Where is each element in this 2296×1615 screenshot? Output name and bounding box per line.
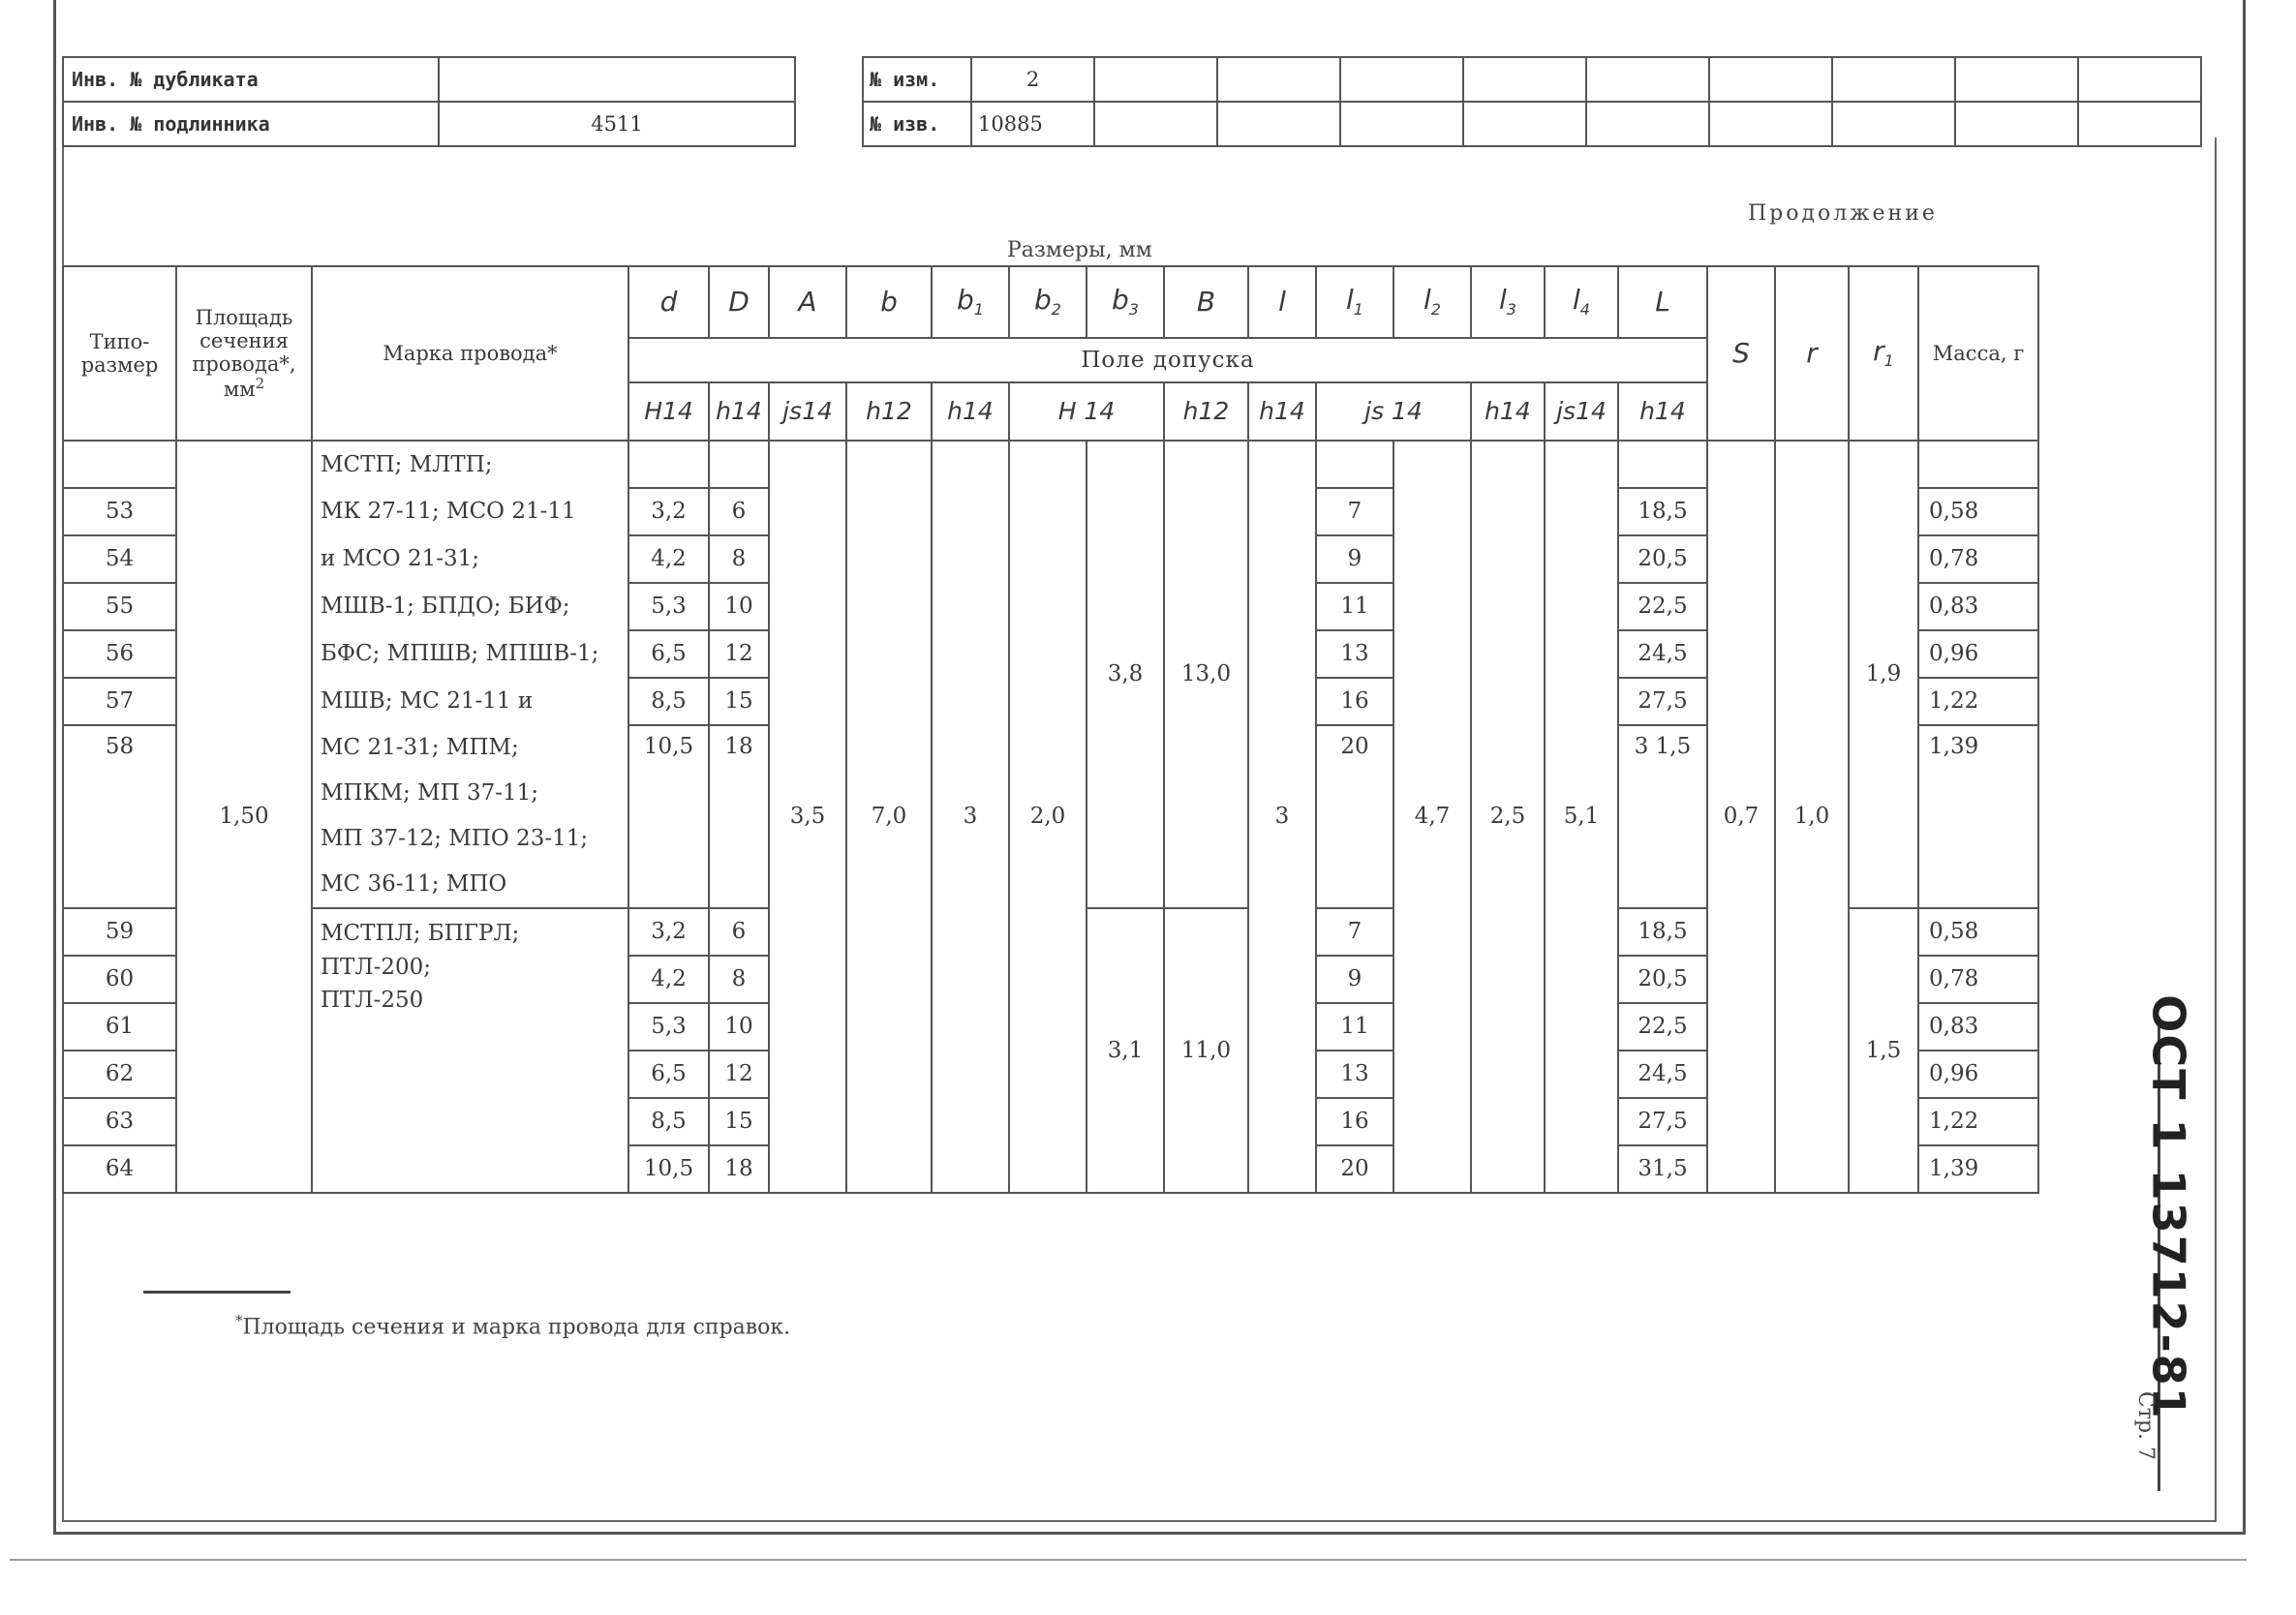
type-cell: 64 [63, 1145, 176, 1193]
mass-cell: 1,39 [1918, 725, 2038, 908]
l1-cell: 20 [1316, 725, 1393, 908]
brand-line: МС 36-11; МПО [312, 862, 628, 908]
brand-line: МСТП; МЛТП; [312, 441, 628, 488]
inv-original-value: 4511 [439, 102, 795, 146]
mass-cell: 0,78 [1918, 535, 2038, 583]
sym-l2: $l_2$ [1393, 266, 1471, 338]
l-cell: 3 [1248, 441, 1316, 1193]
mass-cell: 0,58 [1918, 488, 2038, 535]
d-cell: 5,3 [628, 583, 709, 630]
rev-cell [2078, 57, 2201, 102]
d-cell: 6,5 [628, 1051, 709, 1098]
L-cell-empty [1618, 441, 1707, 488]
inv-duplicate-value [439, 57, 795, 102]
sym-b: b [846, 266, 932, 338]
D-cell: 10 [709, 1003, 769, 1051]
area-cell: 1,50 [176, 441, 312, 1193]
d-cell: 10,5 [628, 725, 709, 908]
page-number: Стр. 7 [2133, 1390, 2158, 1461]
sym-b2: $b_2$ [1009, 266, 1087, 338]
type-cell: 59 [63, 908, 176, 956]
mass-cell: 0,78 [1918, 956, 2038, 1003]
brand-line: МСТПЛ; БПГРЛ; [321, 921, 520, 946]
brand-line: МШВ; МС 21-11 и [312, 678, 628, 725]
brand-line: МК 27-11; МСО 21-11 [312, 488, 628, 535]
rev-cell [1832, 102, 1955, 146]
sym-l4: $l_4$ [1545, 266, 1618, 338]
L-cell: 22,5 [1618, 1003, 1707, 1051]
type-cell: 62 [63, 1051, 176, 1098]
L-cell: 18,5 [1618, 488, 1707, 535]
d-cell: 8,5 [628, 678, 709, 725]
B-cell-group1: 13,0 [1164, 441, 1248, 908]
tol-L: h14 [1618, 382, 1707, 441]
l3-cell: 2,5 [1471, 441, 1545, 1193]
brand-cell-group2 [312, 908, 628, 1193]
D-cell: 18 [709, 1145, 769, 1193]
sym-D: D [709, 266, 769, 338]
revision-table [862, 56, 2202, 147]
brand-line: МПКМ; МП 37-11; [312, 771, 628, 816]
L-cell: 31,5 [1618, 1145, 1707, 1193]
rev-cell [1094, 102, 1217, 146]
sizes-caption: Размеры, мм [1007, 238, 1152, 262]
D-cell: 12 [709, 1051, 769, 1098]
A-cell: 3,5 [769, 441, 846, 1193]
brand-line: и МСО 21-31; [312, 535, 628, 583]
sym-b1: $b_1$ [932, 266, 1009, 338]
L-cell: 27,5 [1618, 1098, 1707, 1145]
mass-cell: 1,22 [1918, 1098, 2038, 1145]
r1-cell-group2: 1,5 [1849, 908, 1918, 1193]
D-cell-empty [709, 441, 769, 488]
rev-cell [1463, 102, 1586, 146]
l1-cell: 20 [1316, 1145, 1393, 1193]
tol-b: h12 [846, 382, 932, 441]
mass-cell: 0,58 [1918, 908, 2038, 956]
brand-line: ПТЛ-250 [321, 988, 424, 1013]
tol-b2-b3: H 14 [1009, 382, 1164, 441]
rev-cell [1709, 57, 1832, 102]
type-cell: 53 [63, 488, 176, 535]
col-mass-header: Масса, г [1918, 266, 2038, 441]
rev-cell [1586, 102, 1709, 146]
sym-A: A [769, 266, 846, 338]
dimensions-table [62, 265, 2039, 1194]
mass-cell: 1,39 [1918, 1145, 2038, 1193]
type-cell: 54 [63, 535, 176, 583]
mass-cell-empty [1918, 441, 2038, 488]
tol-l1-l2: js 14 [1316, 382, 1471, 441]
rev-cell [1340, 102, 1463, 146]
sym-l: l [1248, 266, 1316, 338]
L-cell: 24,5 [1618, 630, 1707, 678]
col-area-header: Площадь сечения провода*, $мм^2$ [176, 266, 312, 441]
l1-cell: 11 [1316, 1003, 1393, 1051]
D-cell: 12 [709, 630, 769, 678]
l1-cell: 7 [1316, 488, 1393, 535]
D-cell: 18 [709, 725, 769, 908]
brand-line: МП 37-12; МПО 23-11; [312, 816, 628, 862]
rev-cell [1709, 102, 1832, 146]
D-cell: 10 [709, 583, 769, 630]
L-cell: 20,5 [1618, 956, 1707, 1003]
d-cell: 10,5 [628, 1145, 709, 1193]
L-cell: 24,5 [1618, 1051, 1707, 1098]
sym-L: L [1618, 266, 1707, 338]
type-cell: 55 [63, 583, 176, 630]
D-cell: 6 [709, 488, 769, 535]
notice-no-value: 10885 [971, 102, 1094, 146]
standard-stamp [2130, 994, 2218, 1491]
d-cell: 4,2 [628, 535, 709, 583]
type-cell: 58 [63, 725, 176, 908]
type-cell: 60 [63, 956, 176, 1003]
inventory-table [62, 56, 796, 147]
rev-cell [1955, 102, 2078, 146]
type-cell: 61 [63, 1003, 176, 1051]
B-cell-group2: 11,0 [1164, 908, 1248, 1193]
l2-cell: 4,7 [1393, 441, 1471, 1193]
b-cell: 7,0 [846, 441, 932, 1193]
l1-cell: 13 [1316, 1051, 1393, 1098]
footnote: *Площадь сечения и марка провода для справок. [235, 1312, 791, 1340]
b3-cell-group1: 3,8 [1087, 441, 1164, 908]
l1-cell-empty [1316, 441, 1393, 488]
tol-A: js14 [769, 382, 846, 441]
rev-cell [1217, 102, 1340, 146]
rev-cell [1463, 57, 1586, 102]
d-cell: 6,5 [628, 630, 709, 678]
brand-line: МС 21-31; МПМ; [312, 725, 628, 771]
continuation-label: Продолжение [1748, 201, 1938, 226]
d-cell: 3,2 [628, 488, 709, 535]
notice-no-label: № изв. [863, 102, 971, 146]
l1-cell: 16 [1316, 1098, 1393, 1145]
type-cell-empty [63, 441, 176, 488]
mass-cell: 0,83 [1918, 583, 2038, 630]
d-cell-empty [628, 441, 709, 488]
tol-l3: h14 [1471, 382, 1545, 441]
b2-cell: 2,0 [1009, 441, 1087, 1193]
d-cell: 8,5 [628, 1098, 709, 1145]
L-cell: 18,5 [1618, 908, 1707, 956]
L-cell: 27,5 [1618, 678, 1707, 725]
l1-cell: 13 [1316, 630, 1393, 678]
standard-code: ОСТ 1 13712-81 [2142, 994, 2195, 1420]
s-cell: 0,7 [1707, 441, 1775, 1193]
type-cell: 63 [63, 1098, 176, 1145]
tolerance-field-header: Поле допуска [628, 338, 1707, 382]
brand-line: МШВ-1; БПДО; БИФ; [312, 583, 628, 630]
l1-cell: 9 [1316, 956, 1393, 1003]
d-cell: 5,3 [628, 1003, 709, 1051]
l1-cell: 16 [1316, 678, 1393, 725]
l1-cell: 7 [1316, 908, 1393, 956]
tol-D: h14 [709, 382, 769, 441]
sym-l1: $l_1$ [1316, 266, 1393, 338]
brand-line: ПТЛ-200; [321, 954, 432, 980]
l1-cell: 11 [1316, 583, 1393, 630]
D-cell: 8 [709, 956, 769, 1003]
sym-l3: $l_3$ [1471, 266, 1545, 338]
rev-cell [2078, 102, 2201, 146]
tol-d: H14 [628, 382, 709, 441]
D-cell: 15 [709, 1098, 769, 1145]
l1-cell: 9 [1316, 535, 1393, 583]
D-cell: 6 [709, 908, 769, 956]
D-cell: 8 [709, 535, 769, 583]
r1-cell-group1: 1,9 [1849, 441, 1918, 908]
rev-cell [1586, 57, 1709, 102]
rev-cell [1832, 57, 1955, 102]
d-cell: 3,2 [628, 908, 709, 956]
type-cell: 57 [63, 678, 176, 725]
footnote-rule [143, 1291, 291, 1294]
bottom-rule [10, 1559, 2247, 1561]
mass-cell: 1,22 [1918, 678, 2038, 725]
mass-cell: 0,83 [1918, 1003, 2038, 1051]
L-cell: 20,5 [1618, 535, 1707, 583]
tol-B: h12 [1164, 382, 1248, 441]
rev-cell [1217, 57, 1340, 102]
change-no-label: № изм. [863, 57, 971, 102]
tol-l4: js14 [1545, 382, 1618, 441]
brand-line: БФС; МПШВ; МПШВ-1; [312, 630, 628, 678]
rev-cell [1340, 57, 1463, 102]
col-s-header: S [1707, 266, 1775, 441]
rev-cell [1955, 57, 2078, 102]
r-cell: 1,0 [1775, 441, 1849, 1193]
L-cell: 3 1,5 [1618, 725, 1707, 908]
d-cell: 4,2 [628, 956, 709, 1003]
type-cell: 56 [63, 630, 176, 678]
col-r1-header: $r_1$ [1849, 266, 1918, 441]
tol-b1: h14 [932, 382, 1009, 441]
col-type-header: Типо-размер [63, 266, 176, 441]
rev-cell [1094, 57, 1217, 102]
l4-cell: 5,1 [1545, 441, 1618, 1193]
change-no-value: 2 [971, 57, 1094, 102]
mass-cell: 0,96 [1918, 630, 2038, 678]
tol-l: h14 [1248, 382, 1316, 441]
D-cell: 15 [709, 678, 769, 725]
sym-d: d [628, 266, 709, 338]
mass-cell: 0,96 [1918, 1051, 2038, 1098]
b1-cell: 3 [932, 441, 1009, 1193]
inv-original-label: Инв. № подлинника [63, 102, 439, 146]
sym-b3: $b_3$ [1087, 266, 1164, 338]
inv-duplicate-label: Инв. № дубликата [63, 57, 439, 102]
sym-B: B [1164, 266, 1248, 338]
col-r-header: r [1775, 266, 1849, 441]
L-cell: 22,5 [1618, 583, 1707, 630]
col-brand-header: Марка провода* [312, 266, 628, 441]
b3-cell-group2: 3,1 [1087, 908, 1164, 1193]
